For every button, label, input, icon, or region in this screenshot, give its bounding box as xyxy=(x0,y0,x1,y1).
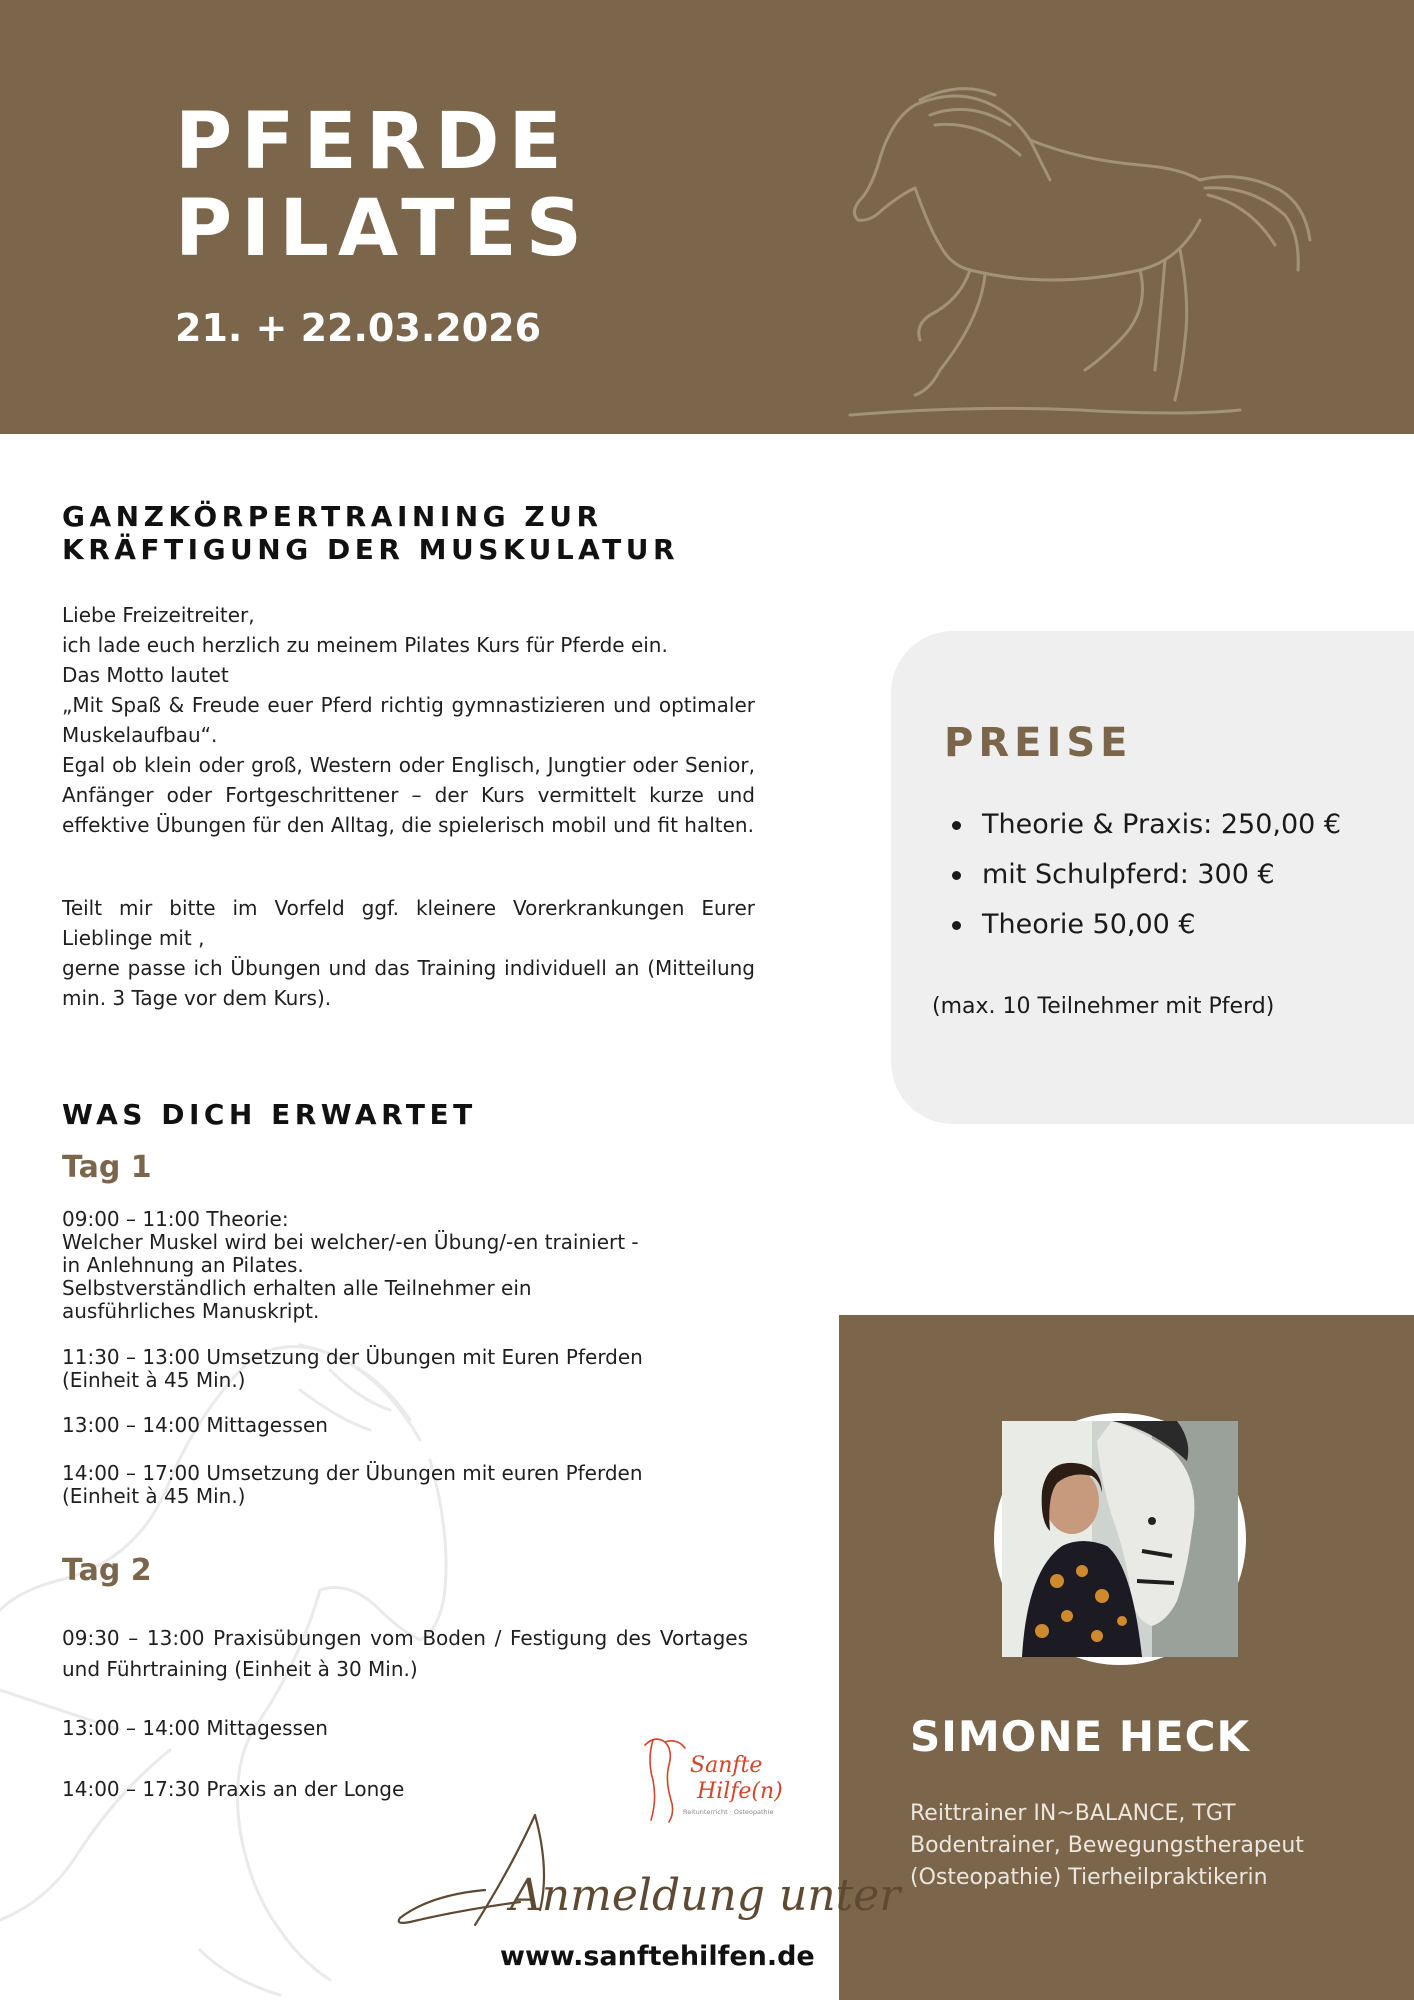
trainer-name: SIMONE HECK xyxy=(910,1712,1251,1761)
price-item-text: Theorie 50,00 € xyxy=(982,909,1196,940)
day1-item-4-line: 14:00 – 17:00 Umsetzung der Übungen mit euren Pferden xyxy=(62,1461,643,1485)
trainer-photo xyxy=(994,1413,1246,1665)
price-title: PREISE xyxy=(944,720,1133,766)
intro2-line: Teilt mir bitte im Vorfeld ggf. kleinere Vorerkrankungen Eurer Lieblinge mit , xyxy=(62,896,755,950)
trainer-description-line: Bodentrainer, Bewegungstherapeut xyxy=(910,1833,1304,1858)
intro-line: Egal ob klein oder groß, Western oder Englisch, Jungtier oder Senior, Anfänger oder Fortgeschrittener – der Kurs vermittelt kurze und effektive Übungen für den Alltag, die spielerisch mobil und fit halten. xyxy=(62,753,755,837)
bullet-icon xyxy=(952,921,961,930)
portrait-with-horse-icon xyxy=(1002,1421,1238,1657)
price-note: (max. 10 Teilnehmer mit Pferd) xyxy=(932,994,1275,1019)
intro-line: „Mit Spaß & Freude euer Pferd richtig gymnastizieren und optimaler Muskelaufbau“. xyxy=(62,693,755,747)
price-item xyxy=(948,850,1341,900)
intro-heading-line-1: GANZKÖRPERTRAINING ZUR xyxy=(62,500,603,533)
logo-line-2: Hilfe(n) xyxy=(697,1779,783,1804)
day1-item-1-line: in Anlehnung an Pilates. xyxy=(62,1253,304,1277)
intro-heading xyxy=(62,500,679,566)
day1-item-3: 13:00 – 14:00 Mittagessen xyxy=(62,1413,328,1437)
trainer-description xyxy=(910,1798,1304,1894)
price-item xyxy=(948,900,1341,950)
title-line-2: PILATES xyxy=(175,184,591,274)
trainer-description-line: (Osteopathie) Tierheilpraktikerin xyxy=(910,1865,1268,1890)
website-link[interactable]: www.sanftehilfen.de xyxy=(500,1941,815,1972)
event-date: 21. + 22.03.2026 xyxy=(175,306,542,350)
intro-line: Liebe Freizeitreiter, xyxy=(62,603,255,627)
intro-paragraph-2 xyxy=(62,893,755,1013)
price-item-text: mit Schulpferd: 300 € xyxy=(982,859,1275,890)
signup-script-text xyxy=(390,1810,901,1945)
trainer-photo-image xyxy=(1002,1421,1238,1657)
signup-script-label: Anmeldung unter xyxy=(510,1870,901,1921)
day1-item-4-line: (Einheit à 45 Min.) xyxy=(62,1484,246,1508)
day1-label: Tag 1 xyxy=(62,1150,152,1185)
day1-item-1 xyxy=(62,1208,762,1323)
intro-heading-line-2: KRÄFTIGUNG DER MUSKULATUR xyxy=(62,533,680,566)
bullet-icon xyxy=(952,821,961,830)
day2-item-1: 09:30 – 13:00 Praxisübungen vom Boden / Festigung des Vortages und Führtraining (Einheit à 30 Min.) xyxy=(62,1626,748,1681)
day1-item-2-line: 11:30 – 13:00 Umsetzung der Übungen mit Euren Pferden xyxy=(62,1345,643,1369)
price-item xyxy=(948,800,1341,850)
schedule-heading: WAS DICH ERWARTET xyxy=(62,1098,477,1131)
day1-item-4 xyxy=(62,1462,762,1508)
day1-item-1-line: Selbstverständlich erhalten alle Teilnehmer ein xyxy=(62,1276,532,1300)
day1-item-2-line: (Einheit à 45 Min.) xyxy=(62,1368,246,1392)
intro-paragraph xyxy=(62,600,755,840)
day1-item-1-line: Welcher Muskel wird bei welcher/-en Übung/-en trainiert - xyxy=(62,1230,639,1254)
running-horse-illustration xyxy=(820,70,1320,430)
day1-item-2 xyxy=(62,1346,762,1392)
logo-line-1: Sanfte xyxy=(690,1753,763,1778)
title-line-1: PFERDE xyxy=(175,97,571,187)
header-banner xyxy=(0,0,1414,434)
day2-item-2: 13:00 – 14:00 Mittagessen xyxy=(62,1716,328,1740)
day2-label: Tag 2 xyxy=(62,1553,152,1588)
intro2-line: gerne passe ich Übungen und das Training individuell an (Mitteilung min. 3 Tage vor dem Kurs). xyxy=(62,956,755,1010)
bullet-icon xyxy=(952,871,961,880)
intro-line: Das Motto lautet xyxy=(62,663,229,687)
price-list xyxy=(948,800,1341,950)
intro-line: ich lade euch herzlich zu meinem Pilates Kurs für Pferde ein. xyxy=(62,633,668,657)
trainer-description-line: Reittrainer IN~BALANCE, TGT xyxy=(910,1801,1236,1826)
price-item-text: Theorie & Praxis: 250,00 € xyxy=(982,809,1342,840)
day1-item-1-line: ausführliches Manuskript. xyxy=(62,1299,320,1323)
day2-item-3: 14:00 – 17:30 Praxis an der Longe xyxy=(62,1777,405,1801)
day1-item-1-line: 09:00 – 11:00 Theorie: xyxy=(62,1207,289,1231)
logo-tagline: Reitunterricht · Osteopathie xyxy=(683,1808,774,1816)
